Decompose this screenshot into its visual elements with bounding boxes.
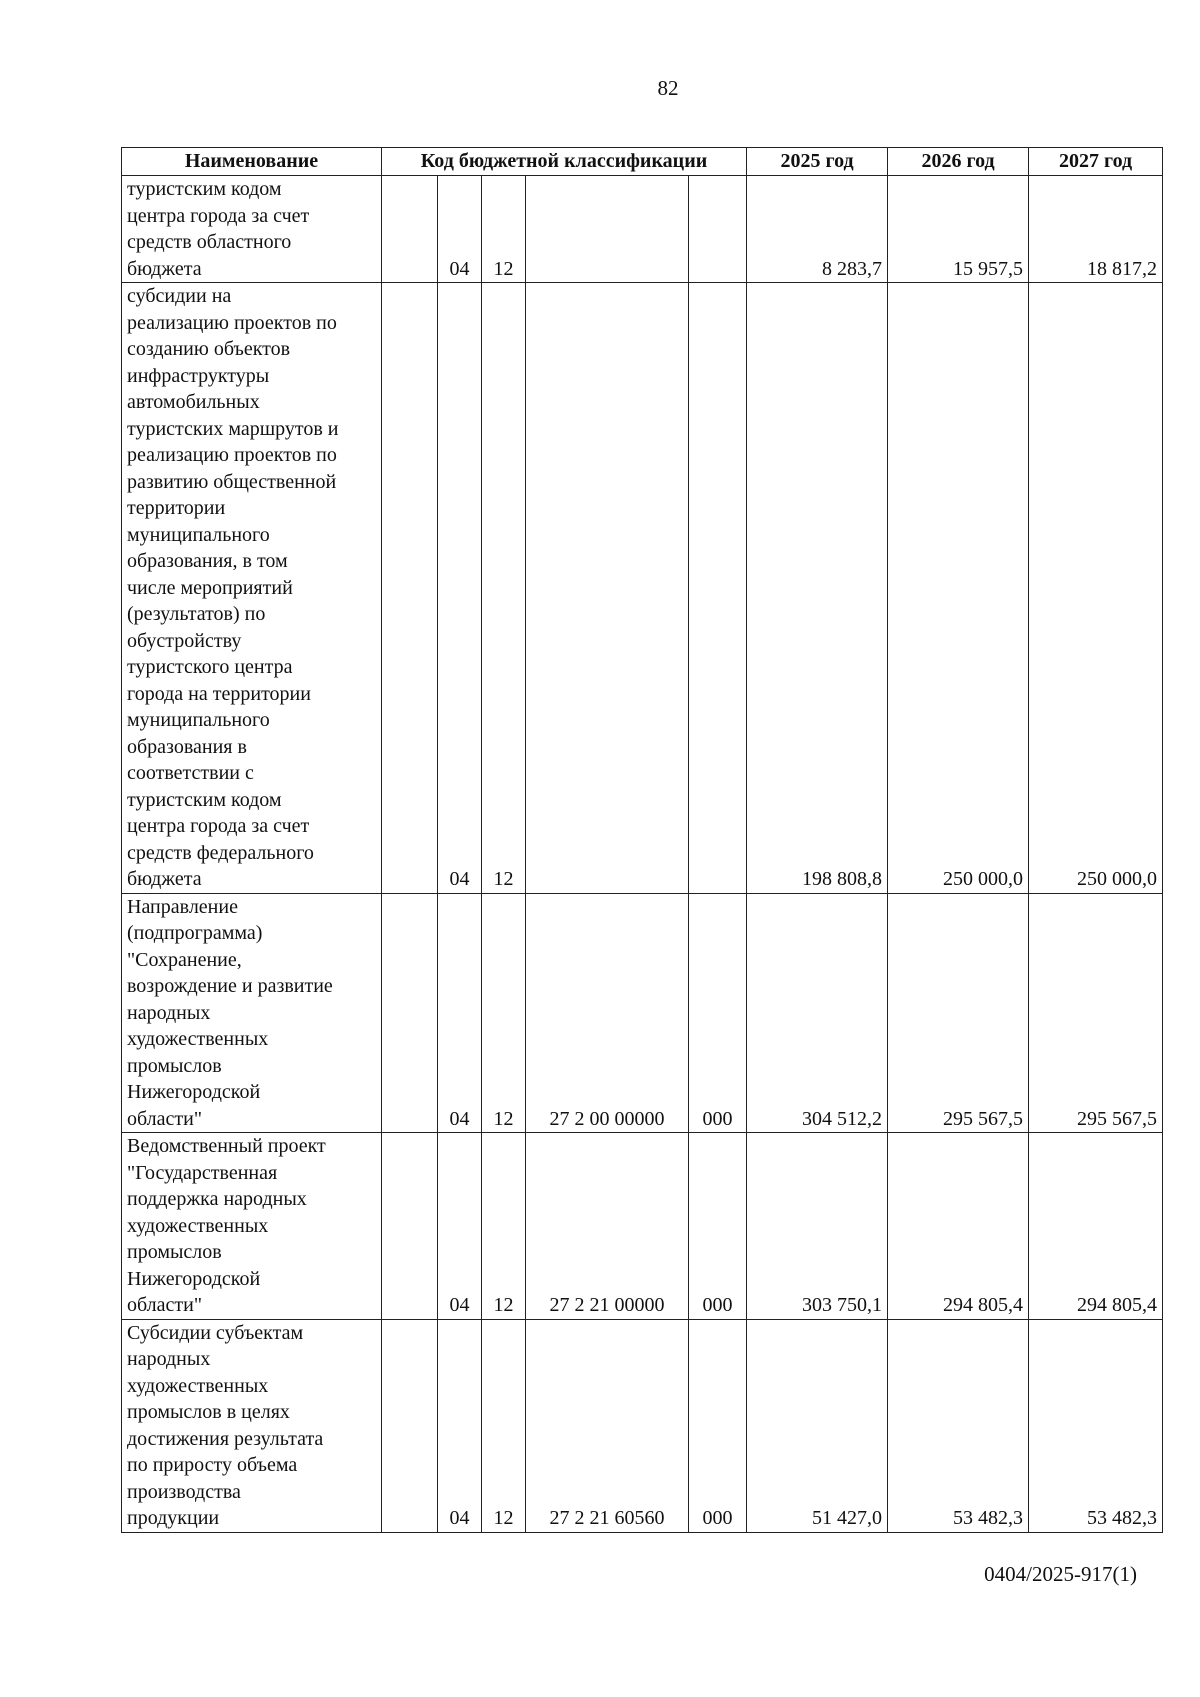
row-name: Субсидии субъектам народных художественных промыслов в целях достижения результата по приросту объема производства продукции <box>122 1319 382 1532</box>
code-col-1 <box>382 1133 438 1320</box>
code-expense-type: 000 <box>689 893 747 1133</box>
value-2027: 250 000,0 <box>1029 283 1163 894</box>
header-2027: 2027 год <box>1029 148 1163 176</box>
code-subsection: 12 <box>482 176 526 283</box>
value-2027: 294 805,4 <box>1029 1133 1163 1320</box>
table-row <box>122 1133 1163 1320</box>
code-col-1 <box>382 176 438 283</box>
code-expense-type <box>689 176 747 283</box>
code-col-1 <box>382 1319 438 1532</box>
document-code: 0404/2025-917(1) <box>984 1562 1137 1586</box>
value-2026: 53 482,3 <box>888 1319 1029 1532</box>
value-2027: 53 482,3 <box>1029 1319 1163 1532</box>
value-2026: 15 957,5 <box>888 176 1029 283</box>
page-number: 82 <box>657 76 679 100</box>
code-section: 04 <box>438 1133 482 1320</box>
code-expense-type <box>689 283 747 894</box>
row-name: туристским кодом центра города за счет средств областного бюджета <box>122 176 382 283</box>
table-row <box>122 1319 1163 1532</box>
header-2026: 2026 год <box>888 148 1029 176</box>
code-target <box>526 176 689 283</box>
code-section: 04 <box>438 893 482 1133</box>
header-name: Наименование <box>122 148 382 176</box>
code-expense-type: 000 <box>689 1133 747 1320</box>
code-col-1 <box>382 283 438 894</box>
value-2025: 8 283,7 <box>747 176 888 283</box>
budget-table <box>121 147 1163 1533</box>
table-row <box>122 176 1163 283</box>
row-name: субсидии на реализацию проектов по созданию объектов инфраструктуры автомобильных туристских маршрутов и реализацию проектов по развитию общественной территории муниципального образования, в том числе мероприятий (результатов) по обустройству туристского центра города на территории муниципального образования в соответствии с туристским кодом центра города за счет средств федерального бюджета <box>122 283 382 894</box>
value-2027: 295 567,5 <box>1029 893 1163 1133</box>
code-target: 27 2 21 60560 <box>526 1319 689 1532</box>
row-name: Ведомственный проект "Государственная поддержка народных художественных промыслов Нижегородской области" <box>122 1133 382 1320</box>
value-2025: 303 750,1 <box>747 1133 888 1320</box>
code-subsection: 12 <box>482 1319 526 1532</box>
code-col-1 <box>382 893 438 1133</box>
value-2026: 250 000,0 <box>888 283 1029 894</box>
code-target: 27 2 00 00000 <box>526 893 689 1133</box>
code-section: 04 <box>438 1319 482 1532</box>
code-target: 27 2 21 00000 <box>526 1133 689 1320</box>
code-subsection: 12 <box>482 1133 526 1320</box>
code-section: 04 <box>438 176 482 283</box>
value-2025: 198 808,8 <box>747 283 888 894</box>
table-header-row <box>122 148 1163 176</box>
value-2025: 51 427,0 <box>747 1319 888 1532</box>
value-2027: 18 817,2 <box>1029 176 1163 283</box>
code-section: 04 <box>438 283 482 894</box>
code-expense-type: 000 <box>689 1319 747 1532</box>
value-2026: 294 805,4 <box>888 1133 1029 1320</box>
header-2025: 2025 год <box>747 148 888 176</box>
table-row <box>122 283 1163 894</box>
code-subsection: 12 <box>482 893 526 1133</box>
row-name: Направление (подпрограмма) "Сохранение, возрождение и развитие народных художественных промыслов Нижегородской области" <box>122 893 382 1133</box>
value-2025: 304 512,2 <box>747 893 888 1133</box>
code-target <box>526 283 689 894</box>
value-2026: 295 567,5 <box>888 893 1029 1133</box>
header-code: Код бюджетной классификации <box>382 148 747 176</box>
code-subsection: 12 <box>482 283 526 894</box>
table-row <box>122 893 1163 1133</box>
